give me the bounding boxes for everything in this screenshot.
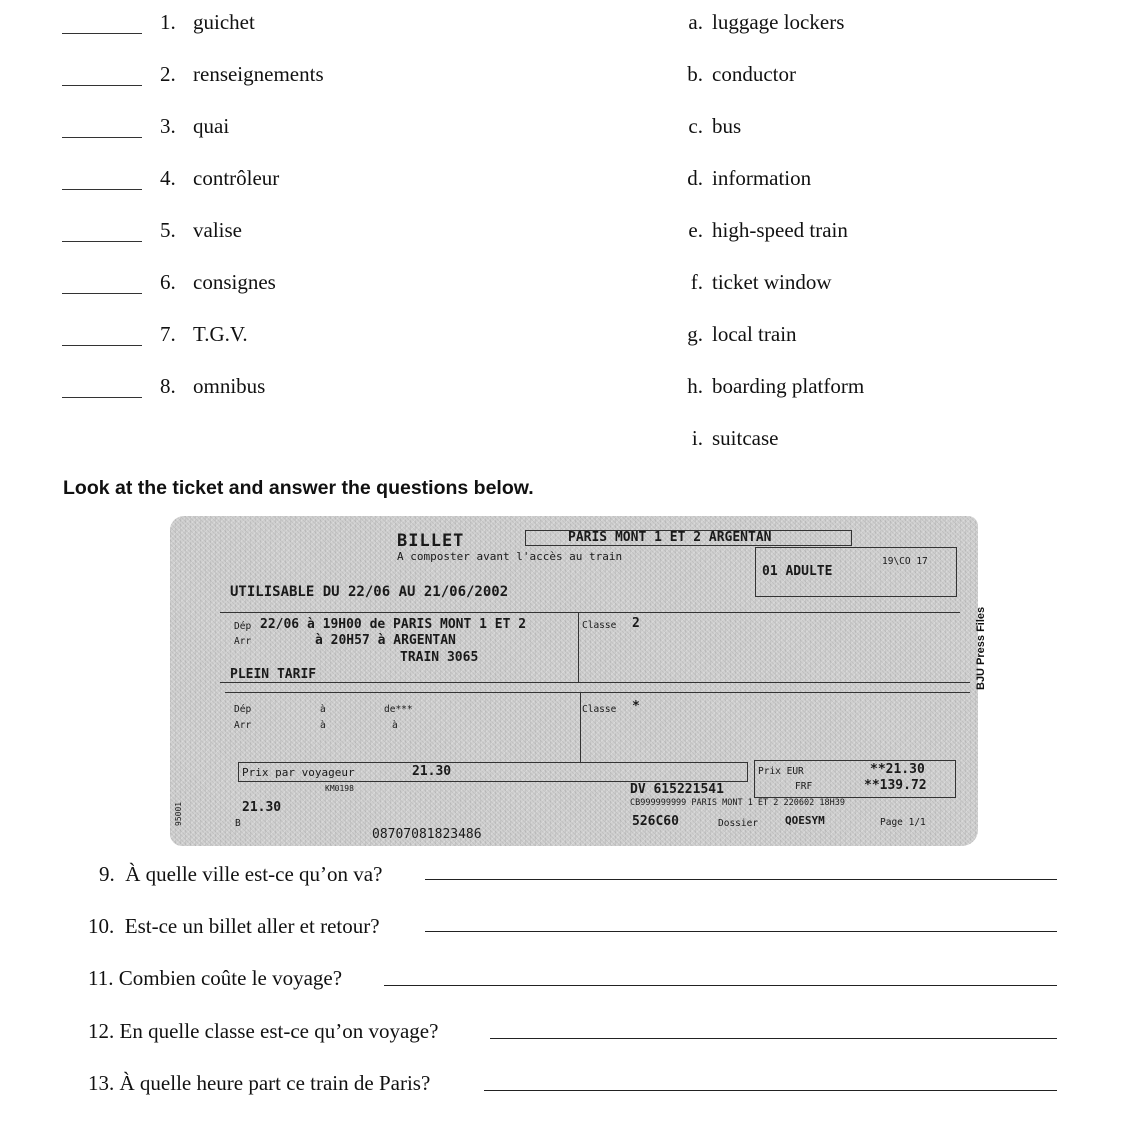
term-text: guichet	[193, 10, 255, 34]
definition-text: suitcase	[712, 426, 779, 450]
answer-line[interactable]	[490, 1038, 1057, 1039]
divider	[220, 612, 960, 613]
arr2-a2: à	[392, 720, 398, 731]
definition-letter: g.	[687, 322, 703, 346]
frf-label: FRF	[795, 781, 813, 792]
divider	[580, 692, 581, 762]
classe-value: 2	[632, 616, 640, 631]
definition-row	[0, 270, 1000, 300]
question-text	[88, 1071, 430, 1096]
definition-row	[0, 374, 1000, 404]
dossier: QOESYM	[785, 814, 825, 827]
divider	[578, 612, 579, 682]
question-number: 9.	[99, 862, 115, 886]
ticket-title: BILLET	[397, 531, 465, 551]
definition-text: local train	[712, 322, 797, 346]
term-text: renseignements	[193, 62, 324, 86]
image-credit: BJU Press Files	[975, 606, 987, 690]
left-b: B	[235, 818, 241, 829]
answer-line[interactable]	[425, 879, 1057, 880]
barcode-number: 08707081823486	[372, 827, 482, 842]
definition-row	[0, 166, 1000, 196]
definition-letter: c.	[688, 114, 703, 138]
question-prompt: Est-ce un billet aller et retour?	[124, 914, 380, 938]
definition-text: high-speed train	[712, 218, 848, 242]
km-code: KM0198	[325, 784, 354, 793]
arr-line: à 20H57 à ARGENTAN	[315, 633, 456, 648]
definition-letter: a.	[688, 10, 703, 34]
prix-eur: **21.30	[870, 762, 925, 777]
question-text	[88, 914, 380, 939]
question-prompt: À quelle ville est-ce qu’on va?	[125, 862, 383, 886]
definition-text: ticket window	[712, 270, 832, 294]
price-value: 21.30	[412, 764, 452, 779]
arr2-label: Arr	[234, 720, 252, 731]
ticket-subtitle: A composter avant l'accès au train	[397, 550, 623, 563]
question-text	[88, 966, 342, 991]
question-prompt: À quelle heure part ce train de Paris?	[119, 1071, 431, 1095]
dep-label: Dép	[234, 621, 252, 632]
question-prompt: Combien coûte le voyage?	[118, 966, 343, 990]
term-number: 3.	[160, 114, 176, 138]
dossier-label: Dossier	[718, 818, 759, 829]
page-number: Page 1/1	[880, 817, 926, 828]
divider	[225, 692, 970, 693]
definition-letter: f.	[690, 270, 703, 294]
term-text: consignes	[193, 270, 276, 294]
question-number: 13.	[88, 1071, 115, 1095]
fare-type: PLEIN TARIF	[230, 667, 317, 682]
term-number: 7.	[160, 322, 176, 346]
definition-row	[0, 322, 1000, 352]
term-number: 2.	[160, 62, 176, 86]
term-number: 6.	[160, 270, 176, 294]
code2: 526C60	[632, 814, 679, 829]
definition-text: luggage lockers	[712, 10, 845, 34]
term-text: valise	[193, 218, 242, 242]
question-number: 10.	[88, 914, 115, 938]
left-amount: 21.30	[242, 800, 282, 815]
definition-row	[0, 426, 1000, 456]
ticket-code: 19\CO 17	[882, 556, 928, 567]
price-label: Prix par voyageur	[242, 766, 355, 779]
dep2-a: à	[320, 704, 326, 715]
question-row	[0, 1019, 1122, 1049]
definition-row	[0, 114, 1000, 144]
classe2-label: Classe	[582, 704, 617, 715]
term-number: 8.	[160, 374, 176, 398]
definition-text: conductor	[712, 62, 796, 86]
train-ticket	[170, 516, 978, 846]
term-number: 1.	[160, 10, 176, 34]
prix-label: Prix EUR	[758, 766, 804, 777]
divider	[220, 682, 970, 683]
side-code: 95001	[174, 801, 183, 826]
definition-row	[0, 218, 1000, 248]
arr2-a: à	[320, 720, 326, 731]
dep-line: 22/06 à 19H00 de PARIS MONT 1 ET 2	[260, 617, 527, 632]
term-text: T.G.V.	[193, 322, 248, 346]
dv-code: DV 615221541	[630, 782, 724, 797]
ticket-route: PARIS MONT 1 ET 2 ARGENTAN	[568, 530, 772, 545]
question-row	[0, 862, 1122, 892]
arr-label: Arr	[234, 636, 252, 647]
answer-line[interactable]	[484, 1090, 1057, 1091]
answer-line[interactable]	[425, 931, 1057, 932]
definition-row	[0, 10, 1000, 40]
question-prompt: En quelle classe est-ce qu’on voyage?	[119, 1019, 439, 1043]
question-text	[99, 862, 382, 887]
ticket-validity: UTILISABLE DU 22/06 AU 21/06/2002	[230, 584, 509, 600]
definition-letter: e.	[688, 218, 703, 242]
definition-text: boarding platform	[712, 374, 865, 398]
definition-text: bus	[712, 114, 742, 138]
prix-frf: **139.72	[864, 778, 927, 793]
question-row	[0, 914, 1122, 944]
ticket-passengers: 01 ADULTE	[762, 564, 833, 579]
instruction-heading: Look at the ticket and answer the questions below.	[63, 477, 534, 499]
classe2-value: *	[632, 699, 640, 714]
classe-label: Classe	[582, 620, 617, 631]
question-number: 11.	[88, 966, 114, 990]
cb-line: CB999999999 PARIS MONT 1 ET 2 220602 18H39	[630, 798, 845, 808]
train-line: TRAIN 3065	[400, 650, 479, 665]
definition-letter: i.	[691, 426, 703, 450]
answer-line[interactable]	[384, 985, 1057, 986]
dep2-de: de***	[384, 704, 413, 715]
question-text	[88, 1019, 438, 1044]
definition-text: information	[712, 166, 812, 190]
definition-letter: d.	[687, 166, 703, 190]
definition-letter: b.	[687, 62, 703, 86]
question-row	[0, 1071, 1122, 1101]
term-text: omnibus	[193, 374, 266, 398]
definition-letter: h.	[687, 374, 703, 398]
dep2-label: Dép	[234, 704, 252, 715]
question-number: 12.	[88, 1019, 115, 1043]
question-row	[0, 966, 1122, 996]
term-text: quai	[193, 114, 230, 138]
term-text: contrôleur	[193, 166, 280, 190]
term-number: 5.	[160, 218, 176, 242]
definition-row	[0, 62, 1000, 92]
term-number: 4.	[160, 166, 176, 190]
